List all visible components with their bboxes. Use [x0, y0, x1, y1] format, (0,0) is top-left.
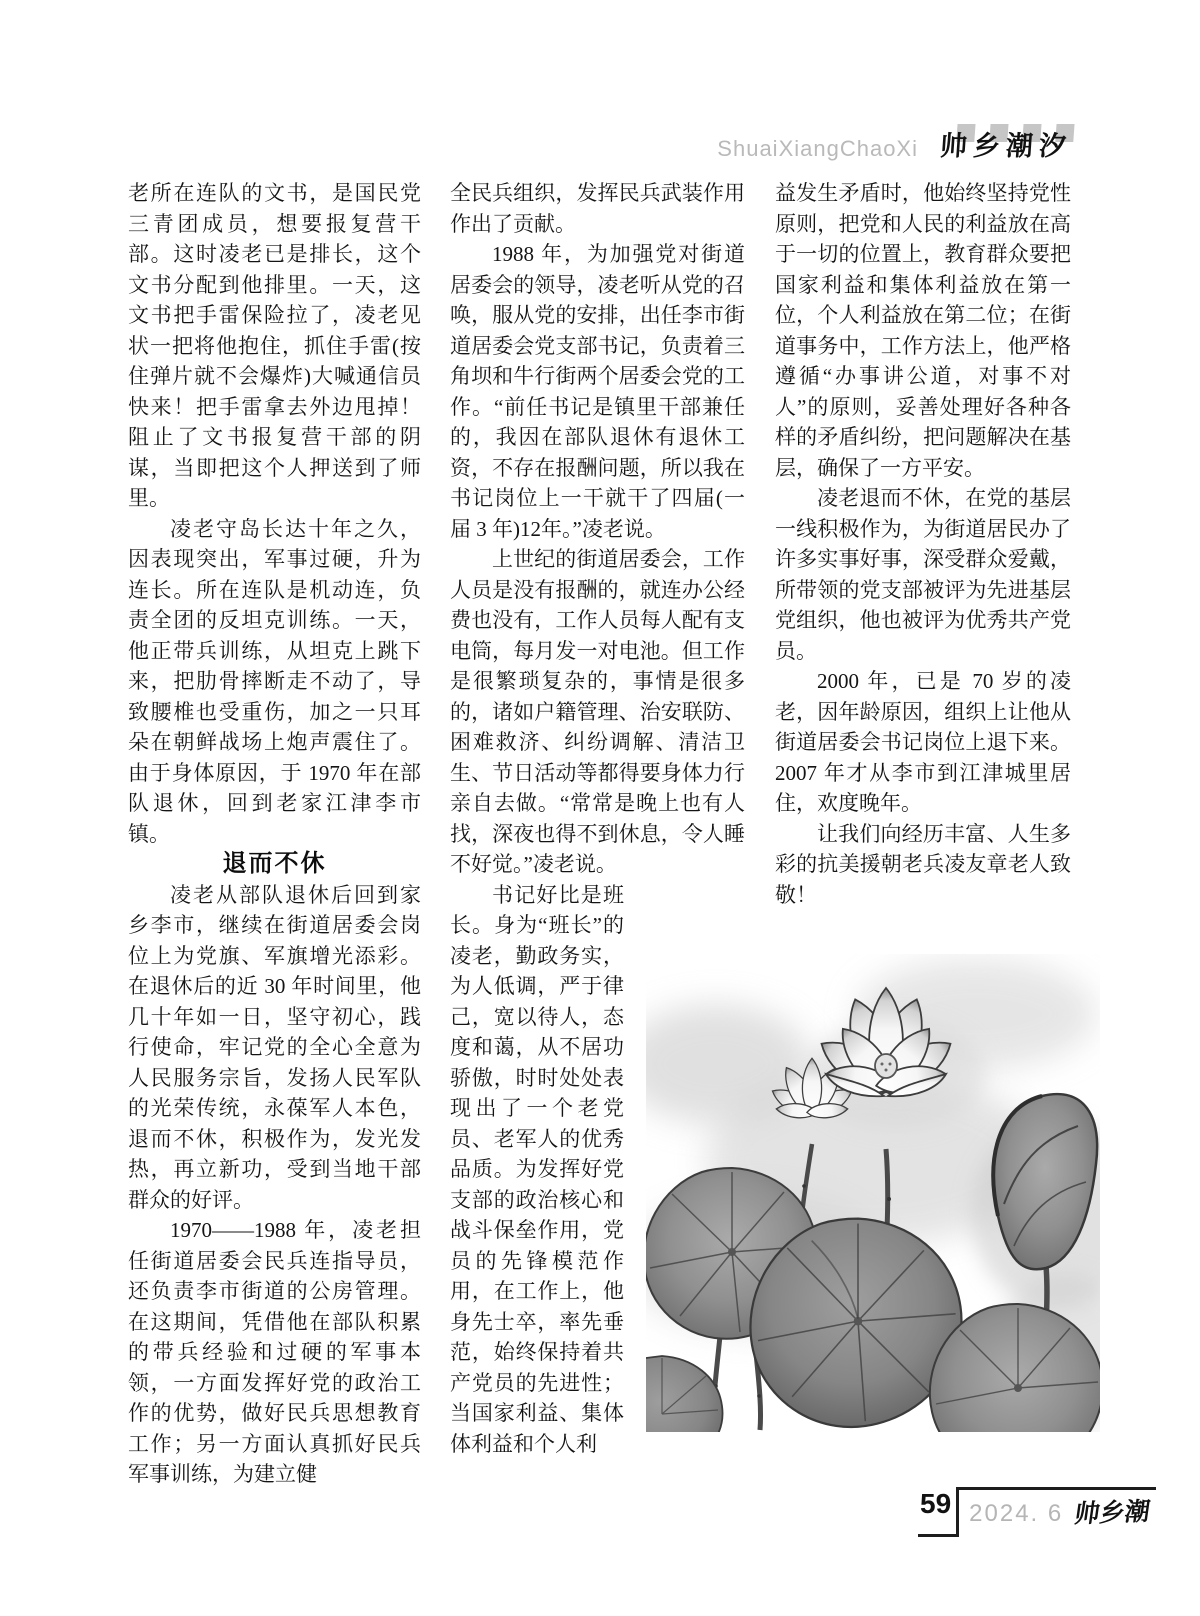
paragraph-wrapped-around-image: 书记好比是班长。身为“班长”的凌老，勤政务实，为人低调，严于律己，宽以待人，态度和蔼，从不居功骄傲，时时处处表现出了一个老党员、老军人的优秀品质。为发挥好党支部的政治核心和战斗保垒作用，党员的先锋模范作用，在工作上，他身先士卒，率先垂范，始终保持着共产党员的先进性；当国家利益、集体体利益和个人利 — [450, 882, 624, 1456]
footer-issue-block — [956, 1487, 1156, 1537]
paragraph: 让我们向经历丰富、人生多彩的抗美援朝老兵凌友章老人致敬！ — [775, 821, 1071, 907]
page-number: 59 — [918, 1487, 956, 1537]
text-column-1 — [128, 178, 421, 1490]
masthead — [717, 128, 1066, 169]
paragraph: 1988 年，为加强党对街道居委会的领导，凌老听从党的召唤，服从党的安排，出任李市街道居委会党支部书记，负责着三角坝和牛行街两个居委会党的工作。“前任书记是镇里干部兼任的，我因在部队退休有退休工资，不存在报酬问题，所以我在书记岗位上一干就干了四届(一届 3 年)12年。”凌老说。 — [450, 242, 745, 541]
page-footer — [918, 1487, 1156, 1537]
paragraph: 2000 年，已是 70 岁的凌老，因年龄原因，组织上让他从街道居委会书记岗位上退下来。2007 年才从李市到江津城里居住，欢度晚年。 — [775, 669, 1071, 815]
paragraph: 凌老退而不休，在党的基层一线积极作为，为街道居民办了许多实事好事，深受群众爱戴，所带领的党支部被评为先进基层党组织，他也被评为优秀共产党员。 — [775, 486, 1071, 663]
paragraph: 益发生矛盾时，他始终坚持党性原则，把党和人民的利益放在高于一切的位置上，教育群众要把国家利益和集体利益放在第一位，个人利益放在第二位；在街道事务中，工作方法上，他严格遵循“办事讲公道，对事不对人”的原则，妥善处理好各种各样的矛盾纠纷，把问题解决在基层，确保了一方平安。 — [775, 181, 1071, 480]
masthead-char: 乡 — [972, 128, 1002, 164]
paragraph: 上世纪的街道居委会，工作人员是没有报酬的，就连办公经费也没有，工作人员每人配有支电筒，每月发一对电池。但工作是很繁琐复杂的，事情是很多的，诸如户籍管理、治安联防、困难救济、纠纷调解、清洁卫生、节日活动等都得要身体力行亲自去做。“常常是晚上也有人找，深夜也得不到休息，令人睡不好觉。”凌老说。 — [450, 547, 745, 876]
masthead-title — [934, 128, 1066, 169]
paragraph: 凌老守岛长达十年之久，因表现突出，军事过硬，升为连长。所在连队是机动连，负责全团的反坦克训练。一天，他正带兵训练，从坦克上跳下来，把肋骨摔断走不动了，导致腰椎也受重伤，加之一只耳朵在朝鲜战场上炮声震住了。由于身体原因，于 1970 年在部队退休，回到老家江津李市镇。 — [128, 516, 421, 846]
masthead-romanized: ShuaiXiangChaoXi — [717, 135, 918, 161]
paragraph: 1970——1988 年，凌老担任街道居委会民兵连指导员，还负责李市街道的公房管理。在这期间，凭借他在部队积累的带兵经验和过硬的军事本领，一方面发挥好党的政治工作的优势，做好民兵思想教育工作；另一方面认真抓好民兵军事训练，为建立健 — [128, 1218, 421, 1486]
masthead-char: 潮 — [1005, 128, 1035, 164]
magazine-name-calligraphy: 帅乡潮 — [1072, 1496, 1153, 1529]
ink-wash-lotus-illustration — [646, 954, 1100, 1432]
masthead-char: 帅 — [939, 128, 969, 164]
paragraph: 全民兵组织，发挥民兵武装作用作出了贡献。 — [450, 181, 745, 236]
section-heading: 退而不休 — [222, 850, 327, 877]
paragraph: 老所在连队的文书，是国民党三青团成员，想要报复营干部。这时凌老已是排长，这个文书分配到他排里。一天，这文书把手雷保险拉了，凌老见状一把将他抱住，抓住手雷(按住弹片就不会爆炸)大喊通信员快来！把手雷拿去外边甩掉！阻止了文书报复营干部的阴谋，当即把这个人押送到了师里。 — [128, 181, 421, 510]
masthead-char: 汐 — [1038, 128, 1068, 164]
text-column-3 — [775, 178, 1071, 910]
issue-date: 2024. 6 — [969, 1500, 1064, 1527]
paragraph: 凌老从部队退休后回到家乡李市，继续在街道居委会岗位上为党旗、军旗增光添彩。在退休后的近 30 年时间里，他几十年如一日，坚守初心，践行使命，牢记党的全心全意为人民服务宗旨，发扬人民军队的光荣传统，永葆军人本色，退而不休，积极作为，发光发热，再立新功，受到当地干部群众的好评。 — [128, 882, 421, 1212]
